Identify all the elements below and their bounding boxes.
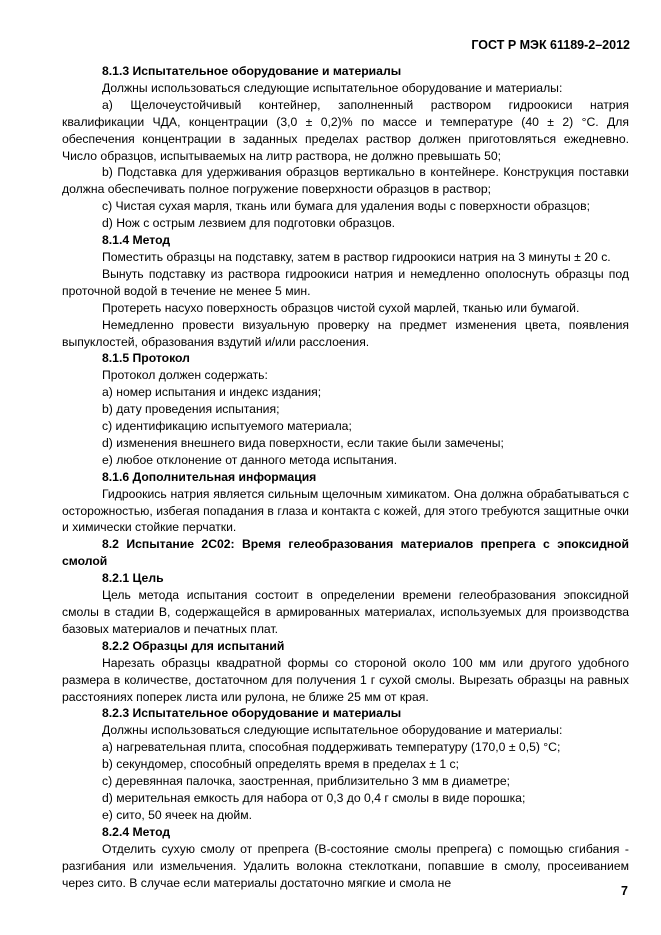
paragraph: Немедленно провести визуальную проверку на предмет изменения цвета, появления выпуклостей, образования вздутий и/или расслоения. [62,317,629,349]
section-heading-8-1-5: 8.1.5 Протокол [102,351,190,366]
paragraph: Должны использоваться следующие испытательное оборудование и материалы: [102,80,563,95]
paragraph: Должны использоваться следующие испытательное оборудование и материалы: [102,723,563,738]
list-item: а) нагревательная плита, способная поддерживать температуру (170,0 ± 0,5) °С; [102,740,561,755]
list-item: а) номер испытания и индекс издания; [102,385,322,400]
list-item: а) Щелочеустойчивый контейнер, заполненный раствором гидроокиси натрия квалификации ЧДА, концентрации (3,0 ± 0,2)% по массе и температуре (40 ± 2) °С. Для обеспечения концентрации в заданных пределах раствор должен приготовляться ежедневно. Число образцов, испытываемых на литр раствора, не должно превышать 50; [62,97,629,163]
section-heading-8-1-3: 8.1.3 Испытательное оборудование и материалы [102,64,402,78]
page-body [62,63,629,891]
section-heading-8-2-3: 8.2.3 Испытательное оборудование и материалы [102,706,402,721]
paragraph: Поместить образцы на подставку, затем в раствор гидроокиси натрия на 3 минуты ± 20 с. [102,249,611,264]
paragraph: Цель метода испытания состоит в определении времени гелеобразования эпоксидной смолы в стадии В, содержащейся в армированных материалах, используемых для производства базовых материалов и печатных плат. [62,588,629,636]
section-heading-8-2-1: 8.2.1 Цель [102,571,164,586]
paragraph: Протокол должен содержать: [102,368,268,383]
paragraph: Вынуть подставку из раствора гидроокиси натрия и немедленно ополоснуть образцы под проточной водой в течение не менее 5 мин. [62,266,629,298]
list-item: b) дату проведения испытания; [102,402,280,417]
page-header-doc-code: ГОСТ Р МЭК 61189-2–2012 [471,38,630,52]
list-item: е) любое отклонение от данного метода испытания. [102,452,398,467]
list-item: b) секундомер, способный определять время в пределах ± 1 с; [102,757,460,772]
section-heading-8-1-6: 8.1.6 Дополнительная информация [102,469,317,484]
paragraph: Нарезать образцы квадратной формы со стороной около 100 мм или другого удобного размера в количестве, достаточном для получения 1 г сухой смолы. Вырезать образцы на равных расстояниях поперек листа или рулона, не ближе 25 мм от края. [62,655,629,704]
list-item: с) деревянная палочка, заостренная, приблизительно 3 мм в диаметре; [102,774,511,789]
paragraph: Отделить сухую смолу от препрега (В-состояние смолы препрега) с помощью сгибания - разгибания или измельчения. Удалить волокна стеклоткани, попавшие в смолу, просеиванием через сито. В случае если материалы достаточно мягкие и смола не [62,841,629,890]
list-item: с) идентификацию испытуемого материала; [102,419,352,434]
section-heading-8-2-4: 8.2.4 Метод [102,824,171,839]
paragraph: Гидроокись натрия является сильным щелочным химикатом. Она должна обрабатываться с осторожностью, избегая попадания в глаза и контакта с кожей, для этого требуются защитные очки и химически стойкие перчатки. [62,486,629,535]
list-item: b) Подставка для удерживания образцов вертикально в контейнере. Конструкция поставки должна обеспечивать полное погружение поверхности образцов в раствор; [62,165,629,197]
list-item: е) сито, 50 ячеек на дюйм. [102,807,253,822]
page-number: 7 [621,884,628,898]
section-heading-8-2: 8.2 Испытание 2С02: Время гелеобразования материалов препрега с эпоксидной смолой [62,537,629,569]
list-item: d) изменения внешнего вида поверхности, если такие были замечены; [102,435,504,450]
list-item: с) Чистая сухая марля, ткань или бумага для удаления воды с поверхности образцов; [102,199,591,214]
list-item: d) мерительная емкость для набора от 0,3 до 0,4 г смолы в виде порошка; [102,790,526,805]
list-item: d) Нож с острым лезвием для подготовки образцов. [102,216,396,231]
paragraph: Протереть насухо поверхность образцов чистой сухой марлей, тканью или бумагой. [102,300,580,315]
section-heading-8-2-2: 8.2.2 Образцы для испытаний [102,638,285,653]
section-heading-8-1-4: 8.1.4 Метод [102,233,171,248]
